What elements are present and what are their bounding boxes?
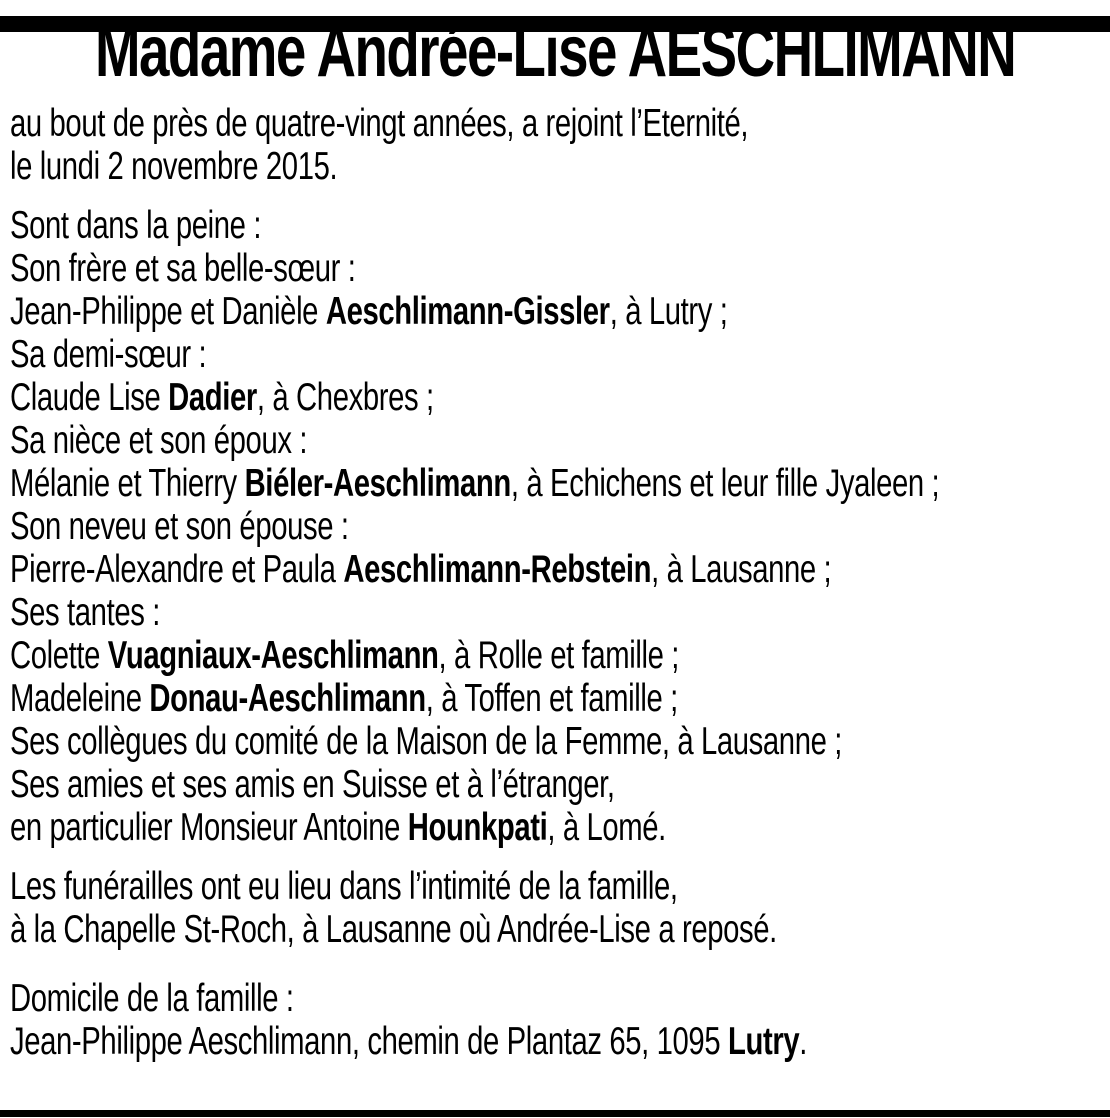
- deceased-name-title: Madame Andrée-Lise AESCHLIMANN: [94, 12, 1016, 92]
- family-name-bold: Aeschlimann-Gissler: [325, 290, 610, 333]
- text-segment: Ses tantes :: [10, 591, 160, 634]
- family-name-bold: Lutry: [727, 1020, 800, 1063]
- text-segment: Sa demi-sœur :: [10, 333, 207, 376]
- family-name-bold: Dadier: [168, 376, 257, 419]
- text-segment: Colette: [10, 634, 108, 677]
- text-segment: , à Lomé.: [547, 806, 666, 849]
- text-segment: Domicile de la famille :: [10, 977, 294, 1020]
- text-segment: Son frère et sa belle-sœur :: [10, 247, 356, 290]
- text-segment: Claude Lise: [10, 376, 169, 419]
- text-line: [10, 376, 1110, 419]
- text-line: [10, 333, 1110, 376]
- paragraph: [10, 204, 1110, 849]
- text-line: [10, 505, 1110, 548]
- text-segment: Mélanie et Thierry: [10, 462, 245, 505]
- text-segment: Sont dans la peine :: [10, 204, 262, 247]
- family-name-bold: Hounkpati: [407, 806, 548, 849]
- text-line: [10, 720, 1110, 763]
- text-line: [10, 591, 1110, 634]
- text-segment: Ses collègues du comité de la Maison de la Femme, à Lausanne ;: [10, 720, 842, 763]
- text-line: [10, 419, 1110, 462]
- text-line: [10, 677, 1110, 720]
- text-segment: Sa nièce et son époux :: [10, 419, 308, 462]
- text-line: [10, 290, 1110, 333]
- text-segment: le lundi 2 novembre 2015.: [10, 145, 338, 188]
- text-segment: Pierre-Alexandre et Paula: [10, 548, 344, 591]
- text-segment: Les funérailles ont eu lieu dans l’intimité de la famille,: [10, 865, 678, 908]
- text-line: [10, 634, 1110, 677]
- bottom-border-rule: [0, 1110, 1110, 1117]
- text-line: [10, 247, 1110, 290]
- text-segment: Madeleine: [10, 677, 150, 720]
- paragraph: [10, 102, 1110, 188]
- family-name-bold: Donau-Aeschlimann: [149, 677, 426, 720]
- text-segment: à la Chapelle St-Roch, à Lausanne où Andrée-Lise a reposé.: [10, 908, 777, 951]
- text-line: [10, 462, 1110, 505]
- text-segment: Son neveu et son épouse :: [10, 505, 349, 548]
- text-segment: , à Rolle et famille ;: [438, 634, 680, 677]
- paragraph: [10, 977, 1110, 1063]
- family-name-bold: Vuagniaux-Aeschlimann: [107, 634, 439, 677]
- text-segment: , à Lutry ;: [609, 290, 728, 333]
- text-line: [10, 763, 1110, 806]
- family-name-bold: Biéler-Aeschlimann: [244, 462, 511, 505]
- text-segment: au bout de près de quatre-vingt années, a rejoint l’Eternité,: [10, 102, 749, 145]
- text-segment: , à Toffen et famille ;: [425, 677, 678, 720]
- text-line: [10, 977, 1110, 1020]
- text-segment: Jean-Philippe Aeschlimann, chemin de Plantaz 65, 1095: [10, 1020, 728, 1063]
- text-segment: en particulier Monsieur Antoine: [10, 806, 408, 849]
- text-segment: Jean-Philippe et Danièle: [10, 290, 326, 333]
- text-line: [10, 865, 1110, 908]
- text-segment: , à Echichens et leur fille Jyaleen ;: [510, 462, 940, 505]
- text-segment: , à Chexbres ;: [256, 376, 434, 419]
- text-line: [10, 548, 1110, 591]
- obituary-body: [0, 102, 1110, 1063]
- obituary-page: [0, 12, 1110, 1118]
- text-line: [10, 1020, 1110, 1063]
- text-line: [10, 102, 1110, 145]
- text-segment: .: [799, 1020, 807, 1063]
- paragraph: [10, 865, 1110, 951]
- text-segment: Ses amies et ses amis en Suisse et à l’étranger,: [10, 763, 615, 806]
- text-segment: , à Lausanne ;: [651, 548, 832, 591]
- text-line: [10, 908, 1110, 951]
- text-line: [10, 806, 1110, 849]
- family-name-bold: Aeschlimann-Rebstein: [343, 548, 652, 591]
- text-line: [10, 204, 1110, 247]
- text-line: [10, 145, 1110, 188]
